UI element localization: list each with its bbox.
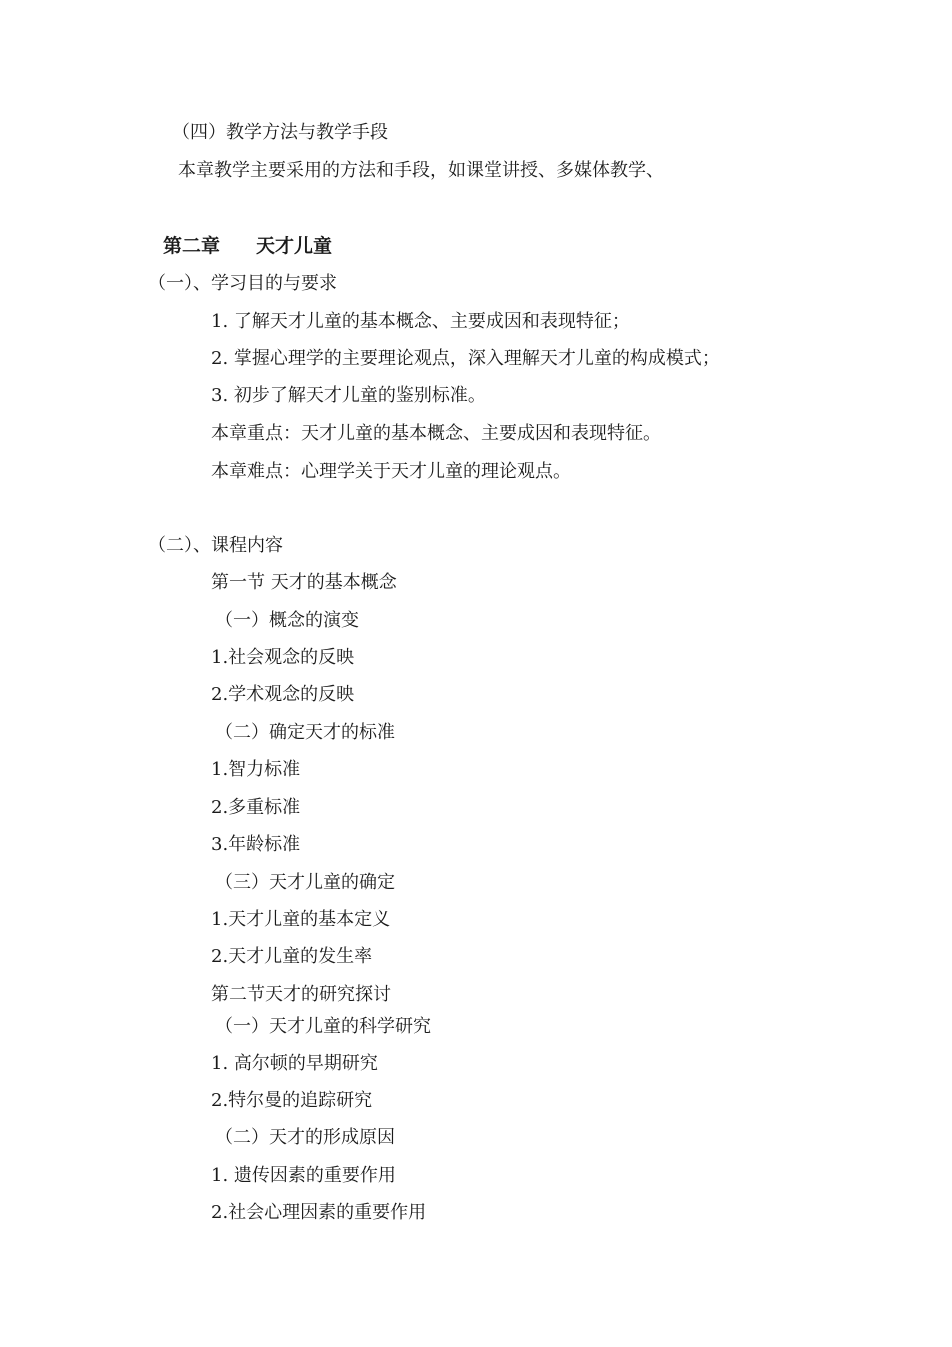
content-line: 2.多重标准 <box>211 797 301 818</box>
content-line: 1.社会观念的反映 <box>211 647 355 668</box>
content-line: 2.社会心理因素的重要作用 <box>211 1202 427 1223</box>
content-line: （一）概念的演变 <box>215 610 359 631</box>
key-point: 本章重点：天才儿童的基本概念、主要成因和表现特征。 <box>211 423 661 444</box>
content-line: （一）天才儿童的科学研究 <box>215 1016 431 1037</box>
content-line: 1. 遗传因素的重要作用 <box>211 1165 396 1186</box>
objectives-heading: （一）、学习目的与要求 <box>148 273 337 294</box>
chapter-heading <box>163 234 332 258</box>
objective-item: 3. 初步了解天才儿童的鉴别标准。 <box>211 385 486 406</box>
objective-item: 1. 了解天才儿童的基本概念、主要成因和表现特征； <box>211 311 630 332</box>
content-line: 2.特尔曼的追踪研究 <box>211 1090 373 1111</box>
content-line: （二）天才的形成原因 <box>215 1127 395 1148</box>
teaching-methods-text: 本章教学主要采用的方法和手段，如课堂讲授、多媒体教学、 <box>178 160 664 181</box>
content-heading: （二）、课程内容 <box>148 535 283 556</box>
content-line: 第一节 天才的基本概念 <box>211 572 397 593</box>
chapter-title: 天才儿童 <box>256 235 333 257</box>
objective-item: 2. 掌握心理学的主要理论观点，深入理解天才儿童的构成模式； <box>211 348 720 369</box>
content-line: 第二节天才的研究探讨 <box>211 984 391 1005</box>
section-heading-teaching-methods: （四）教学方法与教学手段 <box>172 122 388 143</box>
content-line: 3.年龄标准 <box>211 834 301 855</box>
content-line: 2.天才儿童的发生率 <box>211 946 373 967</box>
content-line: （三）天才儿童的确定 <box>215 872 395 893</box>
content-line: 1.天才儿童的基本定义 <box>211 909 391 930</box>
content-line: 2.学术观念的反映 <box>211 684 355 705</box>
content-line: 1. 高尔顿的早期研究 <box>211 1053 378 1074</box>
content-line: （二）确定天才的标准 <box>215 722 395 743</box>
content-line: 1.智力标准 <box>211 759 301 780</box>
chapter-number: 第二章 <box>163 235 221 257</box>
difficulty-point: 本章难点：心理学关于天才儿童的理论观点。 <box>211 461 571 482</box>
